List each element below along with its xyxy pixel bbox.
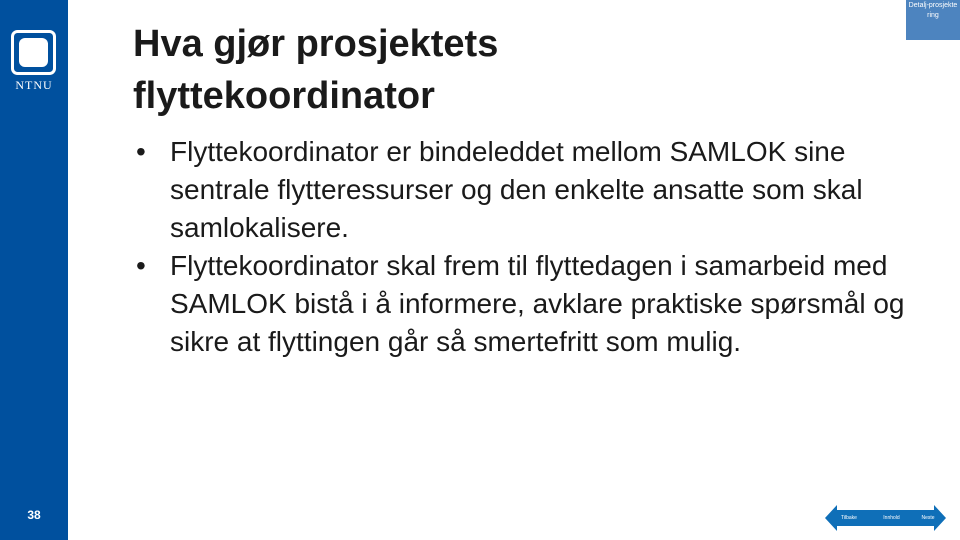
bullet-text: Flyttekoordinator er bindeleddet mellom SAMLOK sine sentrale flytteressurser og den enkelte ansatte som skal samlokalisere. [170,136,863,243]
bullet-list [130,133,910,361]
ntnu-logo-icon [11,30,56,75]
page-number: 38 [27,508,41,522]
bullet-item [130,247,910,361]
bullet-icon: • [136,136,146,167]
next-label: Neste [921,515,935,521]
logo-text: NTNU [15,78,53,92]
bullet-icon: • [136,250,146,281]
contents-label: Innhold [883,515,900,521]
bullet-text: Flyttekoordinator skal frem til flyttedagen i samarbeid med SAMLOK bistå i å informere, avklare praktiske spørsmål og sikre at flyttingen går så smertefritt som mulig. [170,250,905,357]
back-button[interactable] [825,505,873,531]
section-tag: Detalj-prosjekte ring [906,0,960,40]
next-button[interactable] [910,505,946,531]
sidebar [0,0,68,540]
bullet-item [130,133,910,247]
back-label: Tilbake [841,515,857,521]
slide-title: Hva gjør prosjektets flyttekoordinator [133,23,499,117]
contents-button[interactable] [873,505,910,531]
